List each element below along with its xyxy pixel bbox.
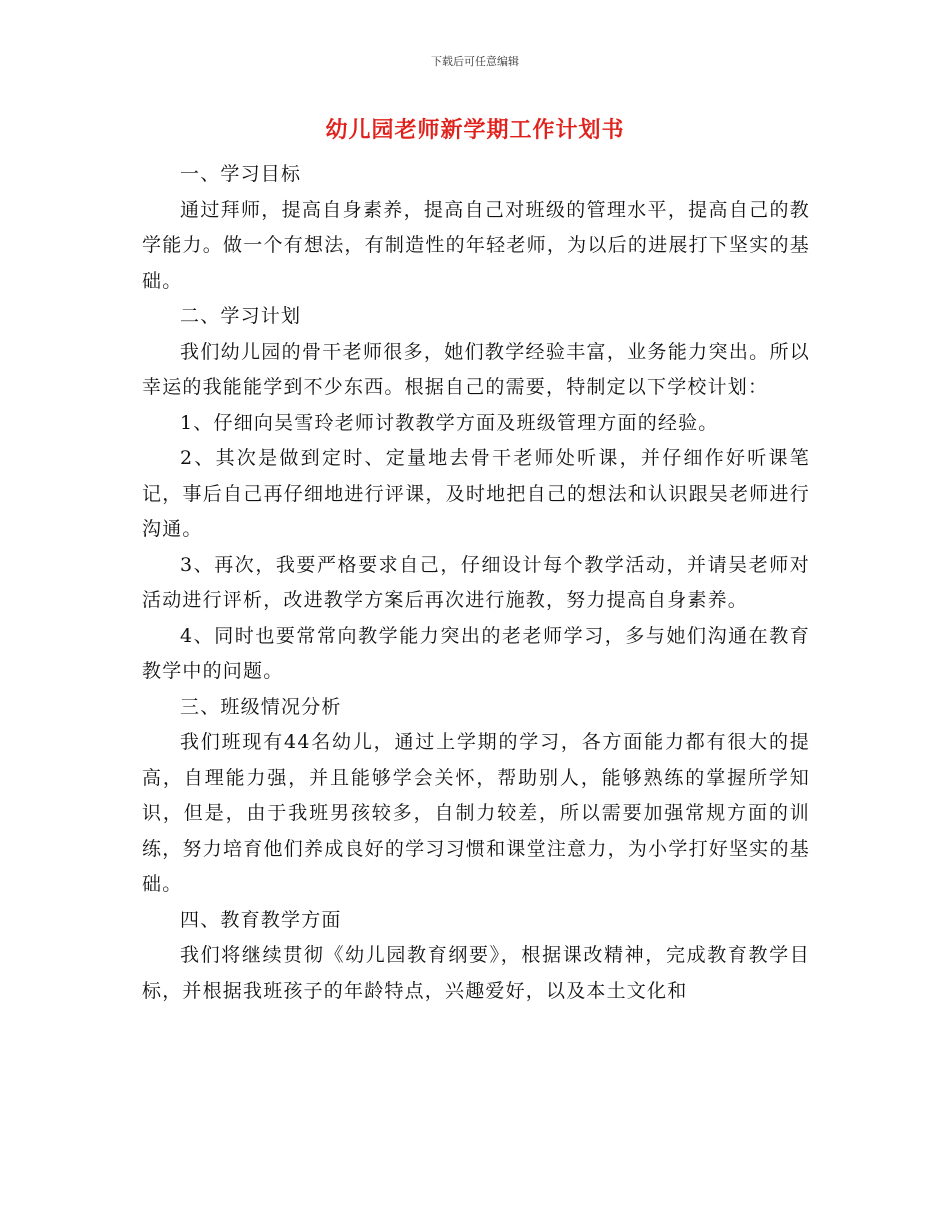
section-heading-class-analysis: 三、班级情况分析 — [180, 695, 342, 718]
header-note: 下载后可任意编辑 — [431, 55, 519, 68]
document-body — [142, 157, 810, 1009]
paragraph-class-analysis: 我们班现有44名幼儿，通过上学期的学习，各方面能力都有很大的提高，自理能力强，并且能够学会关怀，帮助别人，能够熟练的掌握所学知识，但是，由于我班男孩较多，自制力较差，所以需要加强常规方面的训练，努力培育他们养成良好的学习习惯和课堂注意力，为小学打好坚实的基础。 — [142, 731, 810, 895]
plan-item-1: 1、仔细向吴雪玲老师讨教教学方面及班级管理方面的经验。 — [180, 411, 719, 434]
section-heading-learning-plan: 二、学习计划 — [180, 305, 302, 327]
paragraph-teaching: 我们将继续贯彻《幼儿园教育纲要》，根据课改精神，完成教育教学目标，并根据我班孩子的年龄特点，兴趣爱好，以及本土文化和 — [142, 944, 810, 1002]
document-title: 幼儿园老师新学期工作计划书 — [325, 117, 625, 143]
plan-item-2: 2、其次是做到定时、定量地去骨干老师处听课，并仔细作好听课笔记，事后自己再仔细地进行评课，及时地把自己的想法和认识跟吴老师进行沟通。 — [142, 447, 810, 540]
section-heading-teaching: 四、教育教学方面 — [180, 908, 342, 931]
section-heading-learning-goals: 一、学习目标 — [180, 163, 302, 185]
paragraph-learning-goals: 通过拜师，提高自身素养，提高自己对班级的管理水平，提高自己的教学能力。做一个有想法，有制造性的年轻老师，为以后的进展打下坚实的基础。 — [142, 198, 810, 292]
plan-item-4: 4、同时也要常常向教学能力突出的老老师学习，多与她们沟通在教育教学中的问题。 — [142, 624, 810, 682]
paragraph-learning-plan: 我们幼儿园的骨干老师很多，她们教学经验丰富，业务能力突出。所以幸运的我能能学到不少东西。根据自己的需要，特制定以下学校计划： — [142, 340, 810, 398]
plan-item-3: 3、再次，我要严格要求自己，仔细设计每个教学活动，并请吴老师对活动进行评析，改进教学方案后再次进行施教，努力提高自身素养。 — [142, 553, 810, 611]
